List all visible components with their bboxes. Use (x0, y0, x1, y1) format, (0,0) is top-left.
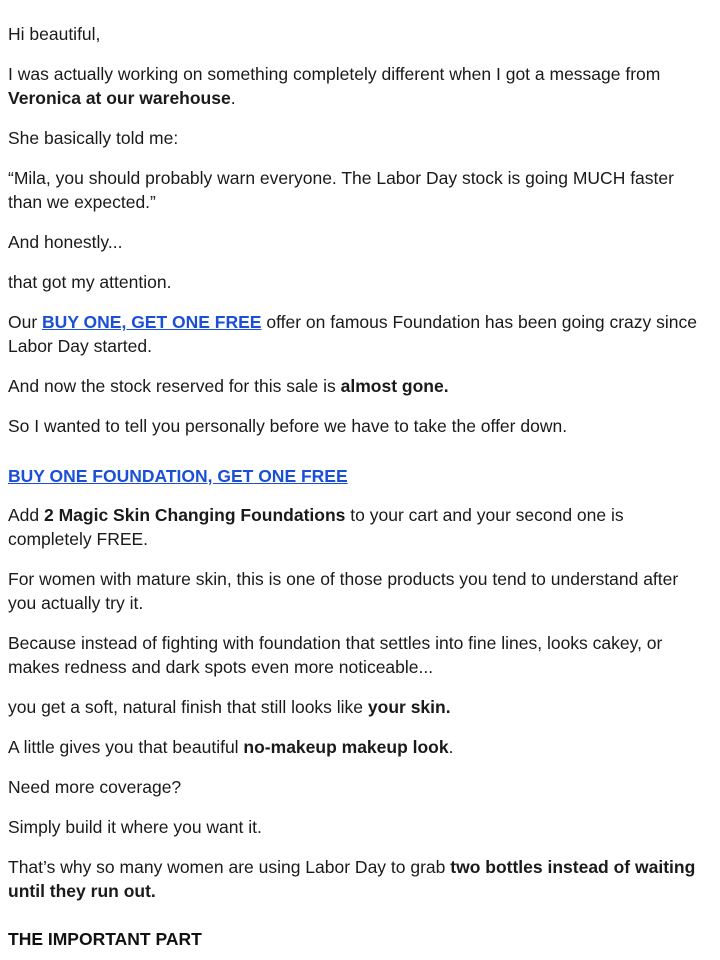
paragraph-warehouse-message: I was actually working on something completely different when I got a message from Veronica at our warehouse. (8, 64, 661, 108)
paragraph-add-to-cart: Add 2 Magic Skin Changing Foundations to your cart and your second one is completely FREE. (8, 505, 624, 549)
paragraph-stock: And now the stock reserved for this sale is almost gone. (8, 376, 449, 396)
paragraph-natural-finish: you get a soft, natural finish that still looks like your skin. (8, 697, 451, 717)
paragraph-she-told-me: She basically told me: (8, 128, 179, 148)
paragraph-fine-lines: Because instead of fighting with foundation that settles into fine lines, looks cakey, or makes redness and dark spots even more noticeable... (8, 633, 663, 677)
paragraph-build-it: Simply build it where you want it. (8, 817, 262, 837)
paragraph-quote: “Mila, you should probably warn everyone. The Labor Day stock is going MUCH faster than we expected.” (8, 168, 674, 212)
paragraph-honestly: And honestly... (8, 232, 123, 252)
warehouse-contact: Veronica at our warehouse (8, 88, 231, 108)
bogo-offer-link[interactable]: BUY ONE, GET ONE FREE (42, 312, 262, 332)
paragraph-attention: that got my attention. (8, 272, 172, 292)
buy-one-get-one-cta-link[interactable]: BUY ONE FOUNDATION, GET ONE FREE (8, 466, 348, 486)
paragraph-no-makeup: A little gives you that beautiful no-makeup makeup look. (8, 737, 454, 757)
paragraph-personally: So I wanted to tell you personally before we have to take the offer down. (8, 416, 568, 436)
paragraph-more-coverage: Need more coverage? (8, 777, 182, 797)
section-heading: THE IMPORTANT PART (8, 929, 202, 949)
greeting: Hi beautiful, (8, 24, 101, 44)
paragraph-two-bottles: That’s why so many women are using Labor Day to grab two bottles instead of waiting until they run out. (8, 857, 696, 901)
cta-paragraph (8, 464, 706, 488)
paragraph-mature-skin: For women with mature skin, this is one of those products you tend to understand after you actually try it. (8, 569, 679, 613)
paragraph-offer: Our BUY ONE, GET ONE FREE offer on famous Foundation has been going crazy since Labor Day started. (8, 312, 697, 356)
